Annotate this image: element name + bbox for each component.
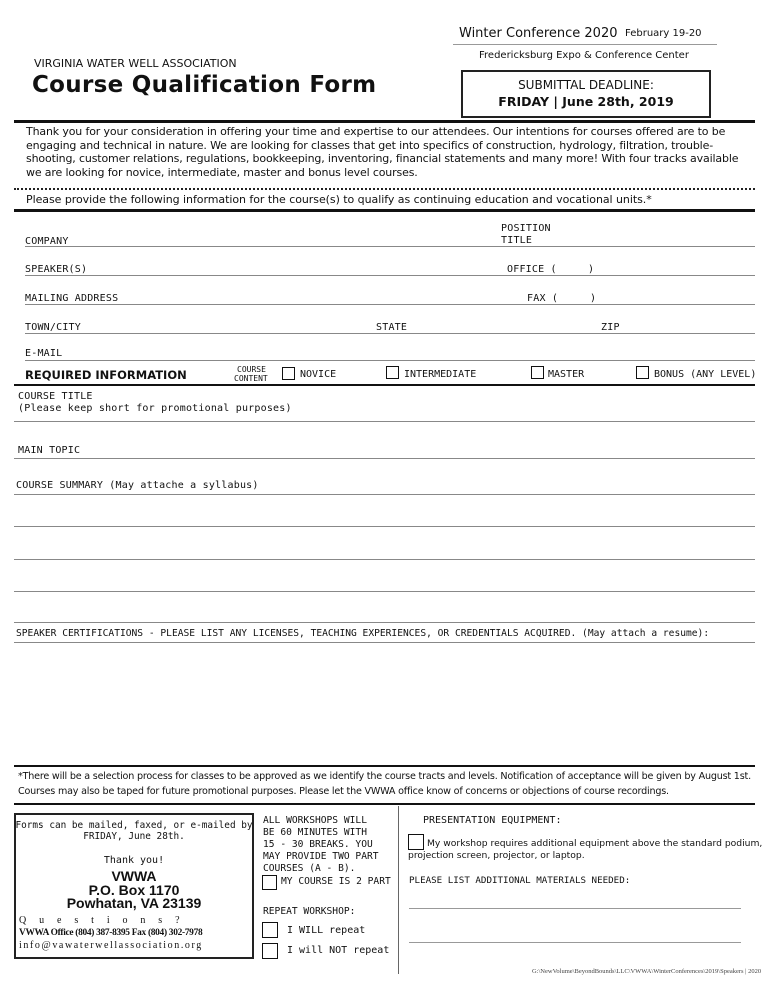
position-label: POSITION bbox=[501, 223, 551, 234]
company-field[interactable] bbox=[25, 246, 755, 247]
mailing-email[interactable]: info@vawaterwellassociation.org bbox=[19, 940, 203, 951]
top-rule bbox=[14, 120, 755, 123]
instruction-rule bbox=[14, 209, 755, 212]
workshop-notice-3: 15 - 30 BREAKS. YOU bbox=[263, 839, 373, 850]
town-city-label: TOWN/CITY bbox=[25, 322, 81, 333]
column-divider bbox=[398, 806, 399, 974]
will-not-repeat-label: I will NOT repeat bbox=[287, 945, 390, 956]
master-label: MASTER bbox=[548, 369, 585, 380]
deadline-value: FRIDAY | June 28th, 2019 bbox=[498, 94, 674, 109]
required-rule bbox=[14, 384, 755, 386]
materials-line-2[interactable] bbox=[409, 942, 741, 943]
mailing-line-2: FRIDAY, June 28th. bbox=[83, 831, 185, 842]
office-label: OFFICE ( bbox=[507, 264, 557, 275]
intro-text: Thank you for your consideration in offering your time and expertise to our attendees. Our intentions for courses offered are to be engaging and technical in nature. We are looking for classes that get into specifics of construction, hydrology, filtration, trouble-shooting, customer relations, regulations, bookkeeping, inventoring, financial statements and many more! With four tracks available we are looking for novice, intermediate, master and bonus level courses. bbox=[26, 125, 739, 179]
title-label: TITLE bbox=[501, 235, 533, 246]
email-label: E-MAIL bbox=[25, 348, 63, 359]
required-heading: REQUIRED INFORMATION bbox=[25, 368, 187, 382]
certifications-label: SPEAKER CERTIFICATIONS - PLEASE LIST ANY LICENSES, TEACHING EXPERIENCES, OR CREDENTIALS ACQUIRED. (May attach a resume): bbox=[16, 628, 710, 639]
conference-dates: February 19-20 bbox=[625, 28, 702, 39]
repeat-heading: REPEAT WORKSHOP: bbox=[263, 906, 356, 917]
workshop-notice-1: ALL WORKSHOPS WILL bbox=[263, 815, 367, 826]
will-repeat-label: I WILL repeat bbox=[287, 925, 366, 936]
fax-close: ) bbox=[590, 293, 597, 304]
course-summary-line-4[interactable] bbox=[14, 591, 755, 592]
footnote-rule bbox=[14, 765, 755, 767]
file-path: G:\NewVolume\BeyondBounds\LLC\VWWA\WinterConferences\2019\Speakers | 2020 bbox=[532, 968, 762, 975]
workshop-notice-2: BE 60 MINUTES WITH bbox=[263, 827, 367, 838]
fax-label: FAX ( bbox=[527, 293, 559, 304]
footnote-line-1: *There will be a selection process for classes to be approved as we identify the course tracts and levels. Notification of acceptance will be given by August 1st. bbox=[18, 771, 751, 782]
course-content-label-2: CONTENT bbox=[234, 374, 268, 383]
state-label: STATE bbox=[376, 322, 408, 333]
zip-label: ZIP bbox=[601, 322, 620, 333]
certifications-field[interactable] bbox=[14, 642, 755, 643]
footnote-line-2: Courses may also be taped for future promotional purposes. Please let the VWWA office know of concerns or objections of course recordings. bbox=[18, 786, 669, 797]
bonus-checkbox[interactable] bbox=[636, 366, 649, 379]
intermediate-checkbox[interactable] bbox=[386, 366, 399, 379]
form-title: Course Qualification Form bbox=[32, 72, 377, 98]
org-name: VIRGINIA WATER WELL ASSOCIATION bbox=[34, 57, 237, 70]
speakers-field[interactable] bbox=[25, 275, 755, 276]
course-summary-line-2[interactable] bbox=[14, 526, 755, 527]
two-part-checkbox[interactable] bbox=[262, 875, 277, 890]
mailing-city: Powhatan, VA 23139 bbox=[66, 895, 202, 911]
mailing-address-label: MAILING ADDRESS bbox=[25, 293, 119, 304]
course-summary-line-1[interactable] bbox=[14, 494, 755, 495]
mailing-org: VWWA bbox=[111, 868, 157, 884]
course-summary-label: COURSE SUMMARY (May attache a syllabus) bbox=[16, 480, 259, 491]
will-repeat-checkbox[interactable] bbox=[262, 922, 278, 938]
main-topic-field[interactable] bbox=[14, 458, 755, 459]
mailing-phone: VWWA Office (804) 387-8395 Fax (804) 302-7978 bbox=[19, 928, 203, 938]
company-label: COMPANY bbox=[25, 236, 69, 247]
workshop-notice-5: COURSES (A - B). bbox=[263, 863, 356, 874]
master-checkbox[interactable] bbox=[531, 366, 544, 379]
mailing-thanks: Thank you! bbox=[103, 855, 165, 866]
main-topic-label: MAIN TOPIC bbox=[18, 445, 81, 456]
workshop-notice-4: MAY PROVIDE TWO PART bbox=[263, 851, 379, 862]
dotted-divider bbox=[14, 188, 755, 190]
course-content-label-1: COURSE bbox=[237, 365, 266, 374]
footnote-bottom-rule bbox=[14, 803, 755, 805]
venue: Fredericksburg Expo & Conference Center bbox=[479, 50, 689, 61]
mailing-line-1: Forms can be mailed, faxed, or e-mailed by bbox=[15, 820, 253, 831]
deadline-label: SUBMITTAL DEADLINE: bbox=[518, 78, 654, 92]
extra-equipment-line-1: My workshop requires additional equipment above the standard podium, bbox=[427, 838, 763, 849]
mailing-questions: Q u e s t i o n s ? bbox=[19, 915, 185, 926]
two-part-label: MY COURSE IS 2 PART bbox=[281, 876, 391, 887]
course-summary-line-3[interactable] bbox=[14, 559, 755, 560]
bonus-label: BONUS (ANY LEVEL) bbox=[654, 369, 757, 380]
course-title-label: COURSE TITLE bbox=[18, 391, 93, 402]
town-city-field[interactable] bbox=[25, 333, 755, 334]
course-summary-line-5[interactable] bbox=[14, 622, 755, 623]
equipment-heading: PRESENTATION EQUIPMENT: bbox=[423, 815, 562, 826]
extra-equipment-checkbox[interactable] bbox=[408, 834, 424, 850]
mailing-po-box: P.O. Box 1170 bbox=[88, 882, 180, 898]
email-field[interactable] bbox=[25, 360, 755, 361]
will-not-repeat-checkbox[interactable] bbox=[262, 943, 278, 959]
materials-label: PLEASE LIST ADDITIONAL MATERIALS NEEDED: bbox=[409, 875, 631, 886]
course-title-field[interactable] bbox=[14, 421, 755, 422]
course-title-note: (Please keep short for promotional purposes) bbox=[18, 403, 292, 414]
conference-name: Winter Conference 2020 bbox=[459, 26, 618, 41]
mailing-address-field[interactable] bbox=[25, 304, 755, 305]
novice-checkbox[interactable] bbox=[282, 367, 295, 380]
intermediate-label: INTERMEDIATE bbox=[404, 369, 477, 380]
office-close: ) bbox=[588, 264, 595, 275]
speakers-label: SPEAKER(S) bbox=[25, 264, 88, 275]
novice-label: NOVICE bbox=[300, 369, 337, 380]
extra-equipment-line-2: projection screen, projector, or laptop. bbox=[408, 850, 585, 861]
materials-line-1[interactable] bbox=[409, 908, 741, 909]
instruction-text: Please provide the following information for the course(s) to qualify as continuing education and vocational units.* bbox=[26, 193, 652, 206]
header-divider bbox=[453, 44, 717, 45]
